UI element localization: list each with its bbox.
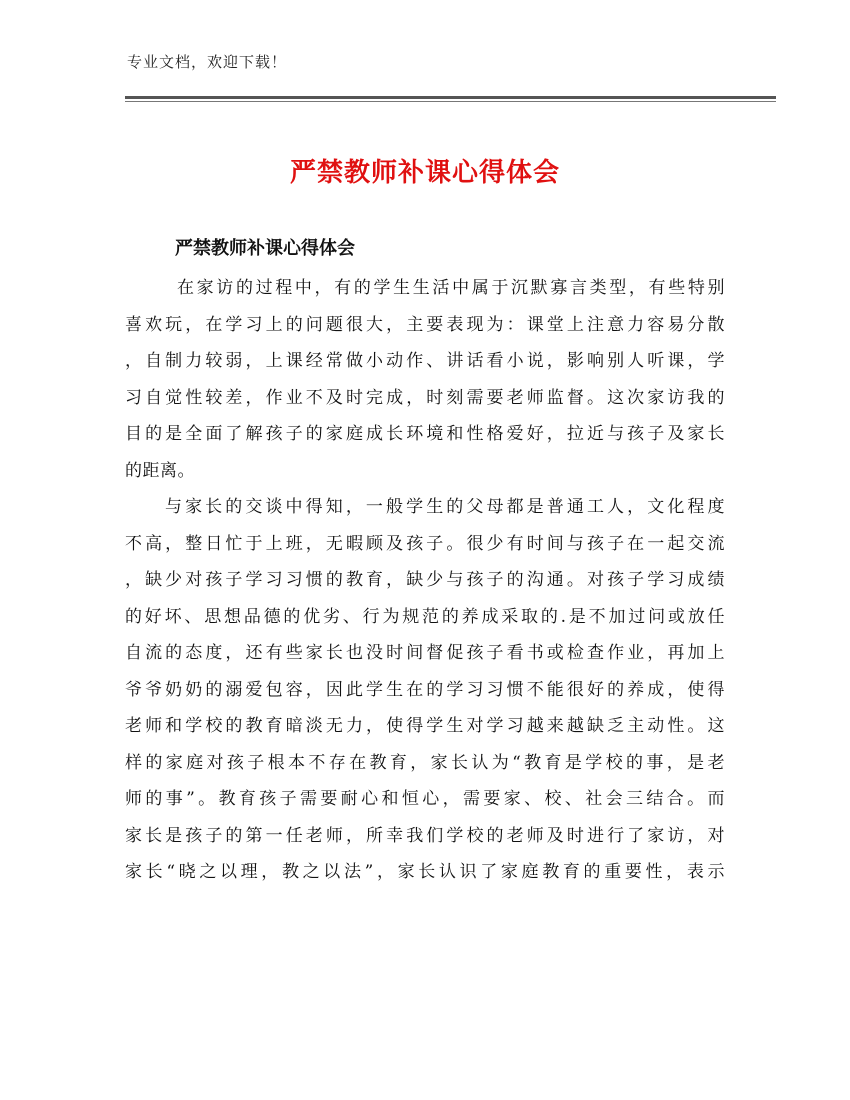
- document-subtitle: 严禁教师补课心得体会: [175, 238, 355, 259]
- header-note: 专业文档，欢迎下载！: [127, 53, 288, 71]
- paragraph-line: 的好坏、思想品德的优劣、行为规范的养成采取的.是不加过问或放任: [125, 606, 725, 627]
- paragraph-line: ，缺少对孩子学习习惯的教育，缺少与孩子的沟通。对孩子学习成绩: [125, 570, 725, 590]
- paragraph-line: 自流的态度，还有些家长也没时间督促孩子看书或检查作业，再加上: [125, 643, 725, 663]
- paragraph-line: 习自觉性较差，作业不及时完成，时刻需要老师监督。这次家访我的: [125, 387, 725, 408]
- paragraph-line: 的距离。: [125, 460, 195, 481]
- paragraph-line: 在家访的过程中，有的学生生活中属于沉默寡言类型，有些特别: [177, 278, 725, 298]
- paragraph-line: ，自制力较弱，上课经常做小动作、讲话看小说，影响别人听课，学: [125, 351, 725, 371]
- paragraph-line: 不高，整日忙于上班，无暇顾及孩子。很少有时间与孩子在一起交流: [125, 533, 725, 554]
- paragraph-line: 老师和学校的教育暗淡无力，使得学生对学习越来越缺乏主动性。这: [125, 716, 725, 736]
- paragraph-line: 样的家庭对孩子根本不存在教育，家长认为“教育是学校的事，是老: [125, 752, 725, 773]
- paragraph-line: 与家长的交谈中得知，一般学生的父母都是普通工人，文化程度: [165, 497, 725, 517]
- paragraph: [125, 489, 725, 891]
- document-body: [125, 270, 725, 891]
- document-title: 严禁教师补课心得体会: [289, 158, 560, 188]
- paragraph-line: 爷爷奶奶的溺爱包容，因此学生在的学习习惯不能很好的养成，使得: [125, 679, 725, 700]
- paragraph-line: 师的事”。教育孩子需要耐心和恒心，需要家、校、社会三结合。而: [125, 789, 725, 809]
- header-rule-thick: [125, 96, 776, 99]
- paragraph-line: 家长“晓之以理，教之以法”，家长认识了家庭教育的重要性，表示: [125, 862, 725, 882]
- paragraph-line: 目的是全面了解孩子的家庭成长环境和性格爱好，拉近与孩子及家长: [125, 424, 725, 444]
- paragraph: [125, 270, 725, 489]
- paragraph-line: 喜欢玩，在学习上的问题很大，主要表现为：课堂上注意力容易分散: [125, 314, 725, 335]
- paragraph-line: 家长是孩子的第一任老师，所幸我们学校的老师及时进行了家访，对: [125, 825, 725, 846]
- header-rule-thin: [125, 101, 776, 102]
